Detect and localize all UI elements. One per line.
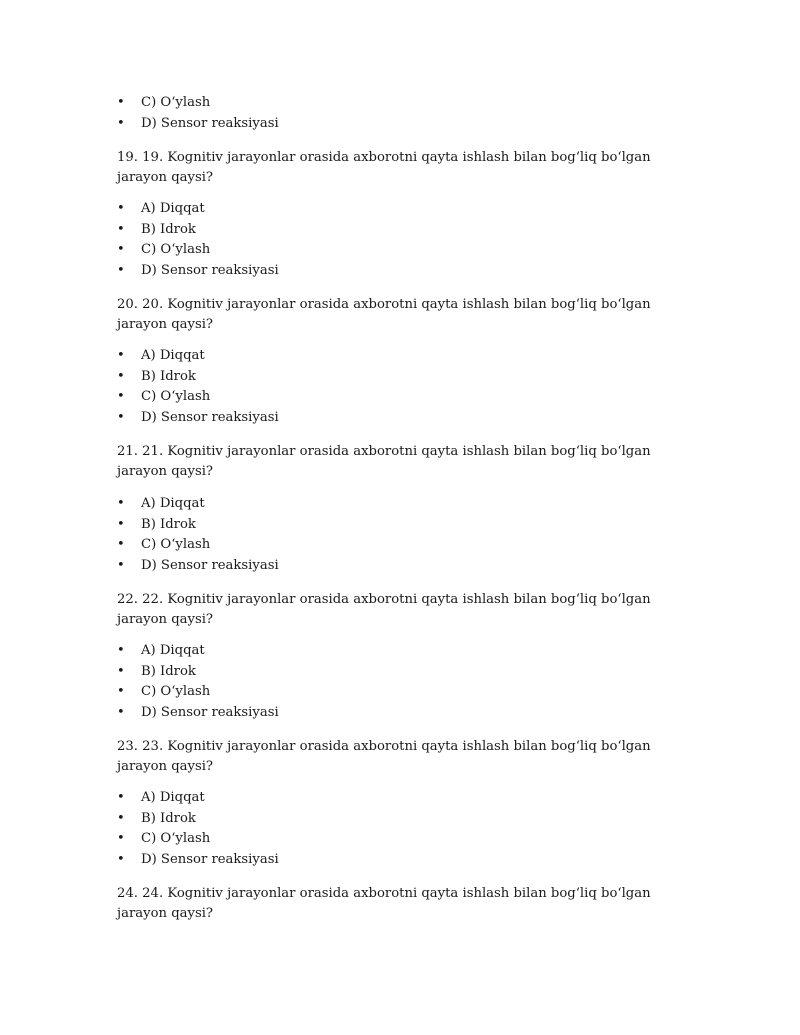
option-text: B) Idrok (141, 810, 196, 826)
list-item (117, 367, 677, 388)
bullet: • (117, 684, 125, 700)
bullet: • (117, 831, 125, 847)
list-item (117, 261, 677, 282)
bullet: • (117, 790, 125, 805)
bullet: • (117, 851, 125, 867)
option-list (117, 641, 677, 723)
bullet: • (117, 368, 125, 384)
list-item (117, 199, 677, 220)
list-item (117, 387, 677, 408)
option-text: D) Sensor reaksiyasi (141, 262, 279, 278)
bullet: • (117, 557, 125, 573)
question-text: 21. 21. Kognitiv jarayonlar orasida axborotni qayta ishlash bilan bog‘liq bo‘lgan jarayon qaysi? (117, 444, 651, 479)
option-text: D) Sensor reaksiyasi (141, 851, 279, 867)
bullet: • (117, 704, 125, 720)
bullet: • (117, 201, 125, 216)
bullet: • (117, 409, 125, 425)
list-item (117, 114, 677, 135)
bullet: • (117, 496, 125, 511)
bullet: • (117, 810, 125, 826)
option-text: A) Diqqat (141, 643, 205, 658)
option-text: D) Sensor reaksiyasi (141, 557, 279, 573)
option-text: B) Idrok (141, 516, 196, 532)
option-text: C) O‘ylash (141, 95, 211, 110)
list-item (117, 662, 677, 683)
question-text: 19. 19. Kognitiv jarayonlar orasida axborotni qayta ishlash bilan bog‘liq bo‘lgan jarayon qaysi? (117, 150, 651, 185)
bullet: • (117, 262, 125, 278)
option-text: B) Idrok (141, 221, 196, 237)
option-text: B) Idrok (141, 368, 196, 384)
list-item (117, 850, 677, 871)
option-text: C) O‘ylash (141, 389, 211, 405)
option-list (117, 788, 677, 870)
option-text: C) O‘ylash (141, 831, 211, 847)
bullet: • (117, 663, 125, 679)
list-item (117, 556, 677, 577)
list-item (117, 494, 677, 515)
option-text: D) Sensor reaksiyasi (141, 409, 279, 425)
list-item (117, 641, 677, 662)
option-text: A) Diqqat (141, 201, 205, 216)
option-text: D) Sensor reaksiyasi (141, 704, 279, 720)
bullet: • (117, 643, 125, 658)
list-item (117, 346, 677, 367)
bullet: • (117, 348, 125, 363)
option-text: C) O‘ylash (141, 537, 211, 553)
bullet: • (117, 242, 125, 258)
list-item (117, 703, 677, 724)
list-item (117, 535, 677, 556)
option-text: D) Sensor reaksiyasi (141, 115, 279, 131)
bullet: • (117, 537, 125, 553)
list-item (117, 515, 677, 536)
option-list (117, 346, 677, 428)
list-item (117, 240, 677, 261)
option-list (117, 93, 677, 134)
list-item (117, 408, 677, 429)
question-text: 24. 24. Kognitiv jarayonlar orasida axborotni qayta ishlash bilan bog‘liq bo‘lgan jarayon qaysi? (117, 886, 651, 921)
bullet: • (117, 389, 125, 405)
option-text: A) Diqqat (141, 496, 205, 511)
list-item (117, 788, 677, 809)
bullet: • (117, 221, 125, 237)
option-text: A) Diqqat (141, 790, 205, 805)
option-text: B) Idrok (141, 663, 196, 679)
question-text: 20. 20. Kognitiv jarayonlar orasida axborotni qayta ishlash bilan bog‘liq bo‘lgan jarayon qaysi? (117, 297, 651, 332)
question-text: 23. 23. Kognitiv jarayonlar orasida axborotni qayta ishlash bilan bog‘liq bo‘lgan jarayon qaysi? (117, 739, 651, 774)
option-text: C) O‘ylash (141, 684, 211, 700)
option-text: A) Diqqat (141, 348, 205, 363)
bullet: • (117, 115, 125, 131)
list-item (117, 829, 677, 850)
bullet: • (117, 516, 125, 532)
option-list (117, 199, 677, 281)
option-list (117, 494, 677, 576)
list-item (117, 809, 677, 830)
question-text: 22. 22. Kognitiv jarayonlar orasida axborotni qayta ishlash bilan bog‘liq bo‘lgan jarayon qaysi? (117, 592, 651, 627)
option-text: C) O‘ylash (141, 242, 211, 258)
list-item (117, 220, 677, 241)
list-item (117, 682, 677, 703)
list-item (117, 93, 677, 114)
bullet: • (117, 95, 125, 110)
